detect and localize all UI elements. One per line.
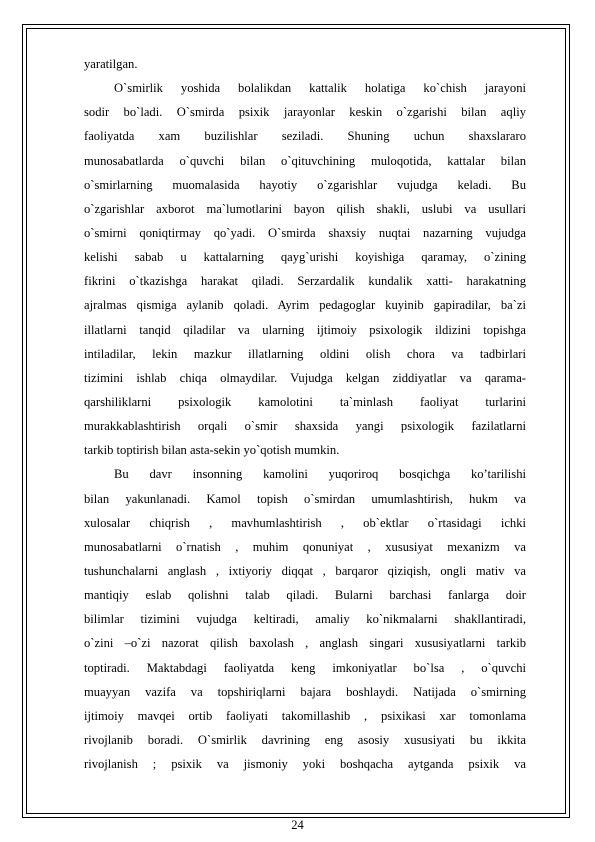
text-line: ijtimoiy mavqei ortib faoliyati takomillashib , psixikasi xar tomonlama <box>84 708 526 723</box>
text-line: toptiradi. Maktabdagi faoliyatda keng imkoniyatlar bo`lsa , o`quvchi <box>84 660 526 675</box>
text-line: o`smirlarning muomalasida hayotiy o`zgarishlar vujudga keladi. Bu <box>84 177 526 192</box>
text-line: rivojlanib boradi. O`smirlik davrining eng asosiy xususiyati bu ikkita <box>84 732 526 747</box>
text-line: yaratilgan. <box>84 57 138 71</box>
text-line: fikrini o`tkazishga harakat qiladi. Serzardalik kundalik xatti- harakatning <box>84 274 526 289</box>
text-line: murakkablashtirish orqali o`smir shaxsida yangi psixologik fazilatlarni <box>84 419 526 434</box>
text-line: intiladilar, lekin mazkur illatlarning oldini olish chora va tadbirlari <box>84 346 526 361</box>
text-line: o`zgarishlar axborot ma`lumotlarini bayon qilish shakli, uslubi va usullari <box>84 201 526 216</box>
body-text <box>84 52 526 776</box>
text-line: illatlarni tanqid qiladilar va ularning ijtimoiy psixologik ildizini topishga <box>84 322 526 337</box>
text-line: ajralmas qismiga aylanib qoladi. Ayrim pedagoglar kuyinib gapiradilar, ba`zi <box>84 298 526 313</box>
text-line: rivojlanish ; psixik va jismoniy yoki boshqacha aytganda psixik va <box>84 757 526 772</box>
text-line: Bu davr insonning kamolini yuqoriroq bosqichga ko’tarilishi <box>114 467 526 482</box>
text-line: tizimini ishlab chiqa olmaydilar. Vujudga kelgan ziddiyatlar va qarama- <box>84 370 526 385</box>
text-line: bilimlar tizimini vujudga keltiradi, amaliy ko`nikmalarni shakllantiradi, <box>84 612 526 627</box>
text-line: qarshiliklarni psixologik kamolotini ta`minlash faoliyat turlarini <box>84 394 526 409</box>
text-line: faoliyatda xam buzilishlar seziladi. Shuning uchun shaxslararo <box>84 129 526 144</box>
text-line: bilan yakunlanadi. Kamol topish o`smirdan umumlashtirish, hukm va <box>84 491 526 506</box>
text-line: xulosalar chiqrish , mavhumlashtirish , ob`ektlar o`rtasidagi ichki <box>84 515 526 530</box>
text-line: sodir bo`ladi. O`smirda psixik jarayonlar keskin o`zgarishi bilan aqliy <box>84 105 526 120</box>
text-line: munosabatlarda o`quvchi bilan o`qituvchining muloqotida, kattalar bilan <box>84 153 526 168</box>
text-line: muayyan vazifa va topshiriqlarni bajara boshlaydi. Natijada o`smirning <box>84 684 526 699</box>
text-line: O`smirlik yoshida bolalikdan kattalik holatiga ko`chish jarayoni <box>114 81 526 96</box>
text-line: mantiqiy eslab qolishni talab qiladi. Bularni barchasi fanlarga doir <box>84 588 526 603</box>
text-line: o`smirni qoniqtirmay qo`yadi. O`smirda shaxsiy nuqtai nazarning vujudga <box>84 225 526 240</box>
text-line: munosabatlarni o`rnatish , muhim qonuniyat , xususiyat mexanizm va <box>84 539 526 554</box>
text-line: kelishi sabab u kattalarning qayg`urishi koyishiga qaramay, o`zining <box>84 250 526 265</box>
text-line: tarkib toptirish bilan asta-sekin yo`qotish mumkin. <box>84 443 340 458</box>
page-number: 24 <box>291 818 304 832</box>
text-line: o`zini –o`zi nazorat qilish baxolash , anglash singari xususiyatlarni tarkib <box>84 636 526 651</box>
text-line: tushunchalarni anglash , ixtiyoriy diqqat , barqaror qiziqish, ongli mativ va <box>84 563 526 578</box>
